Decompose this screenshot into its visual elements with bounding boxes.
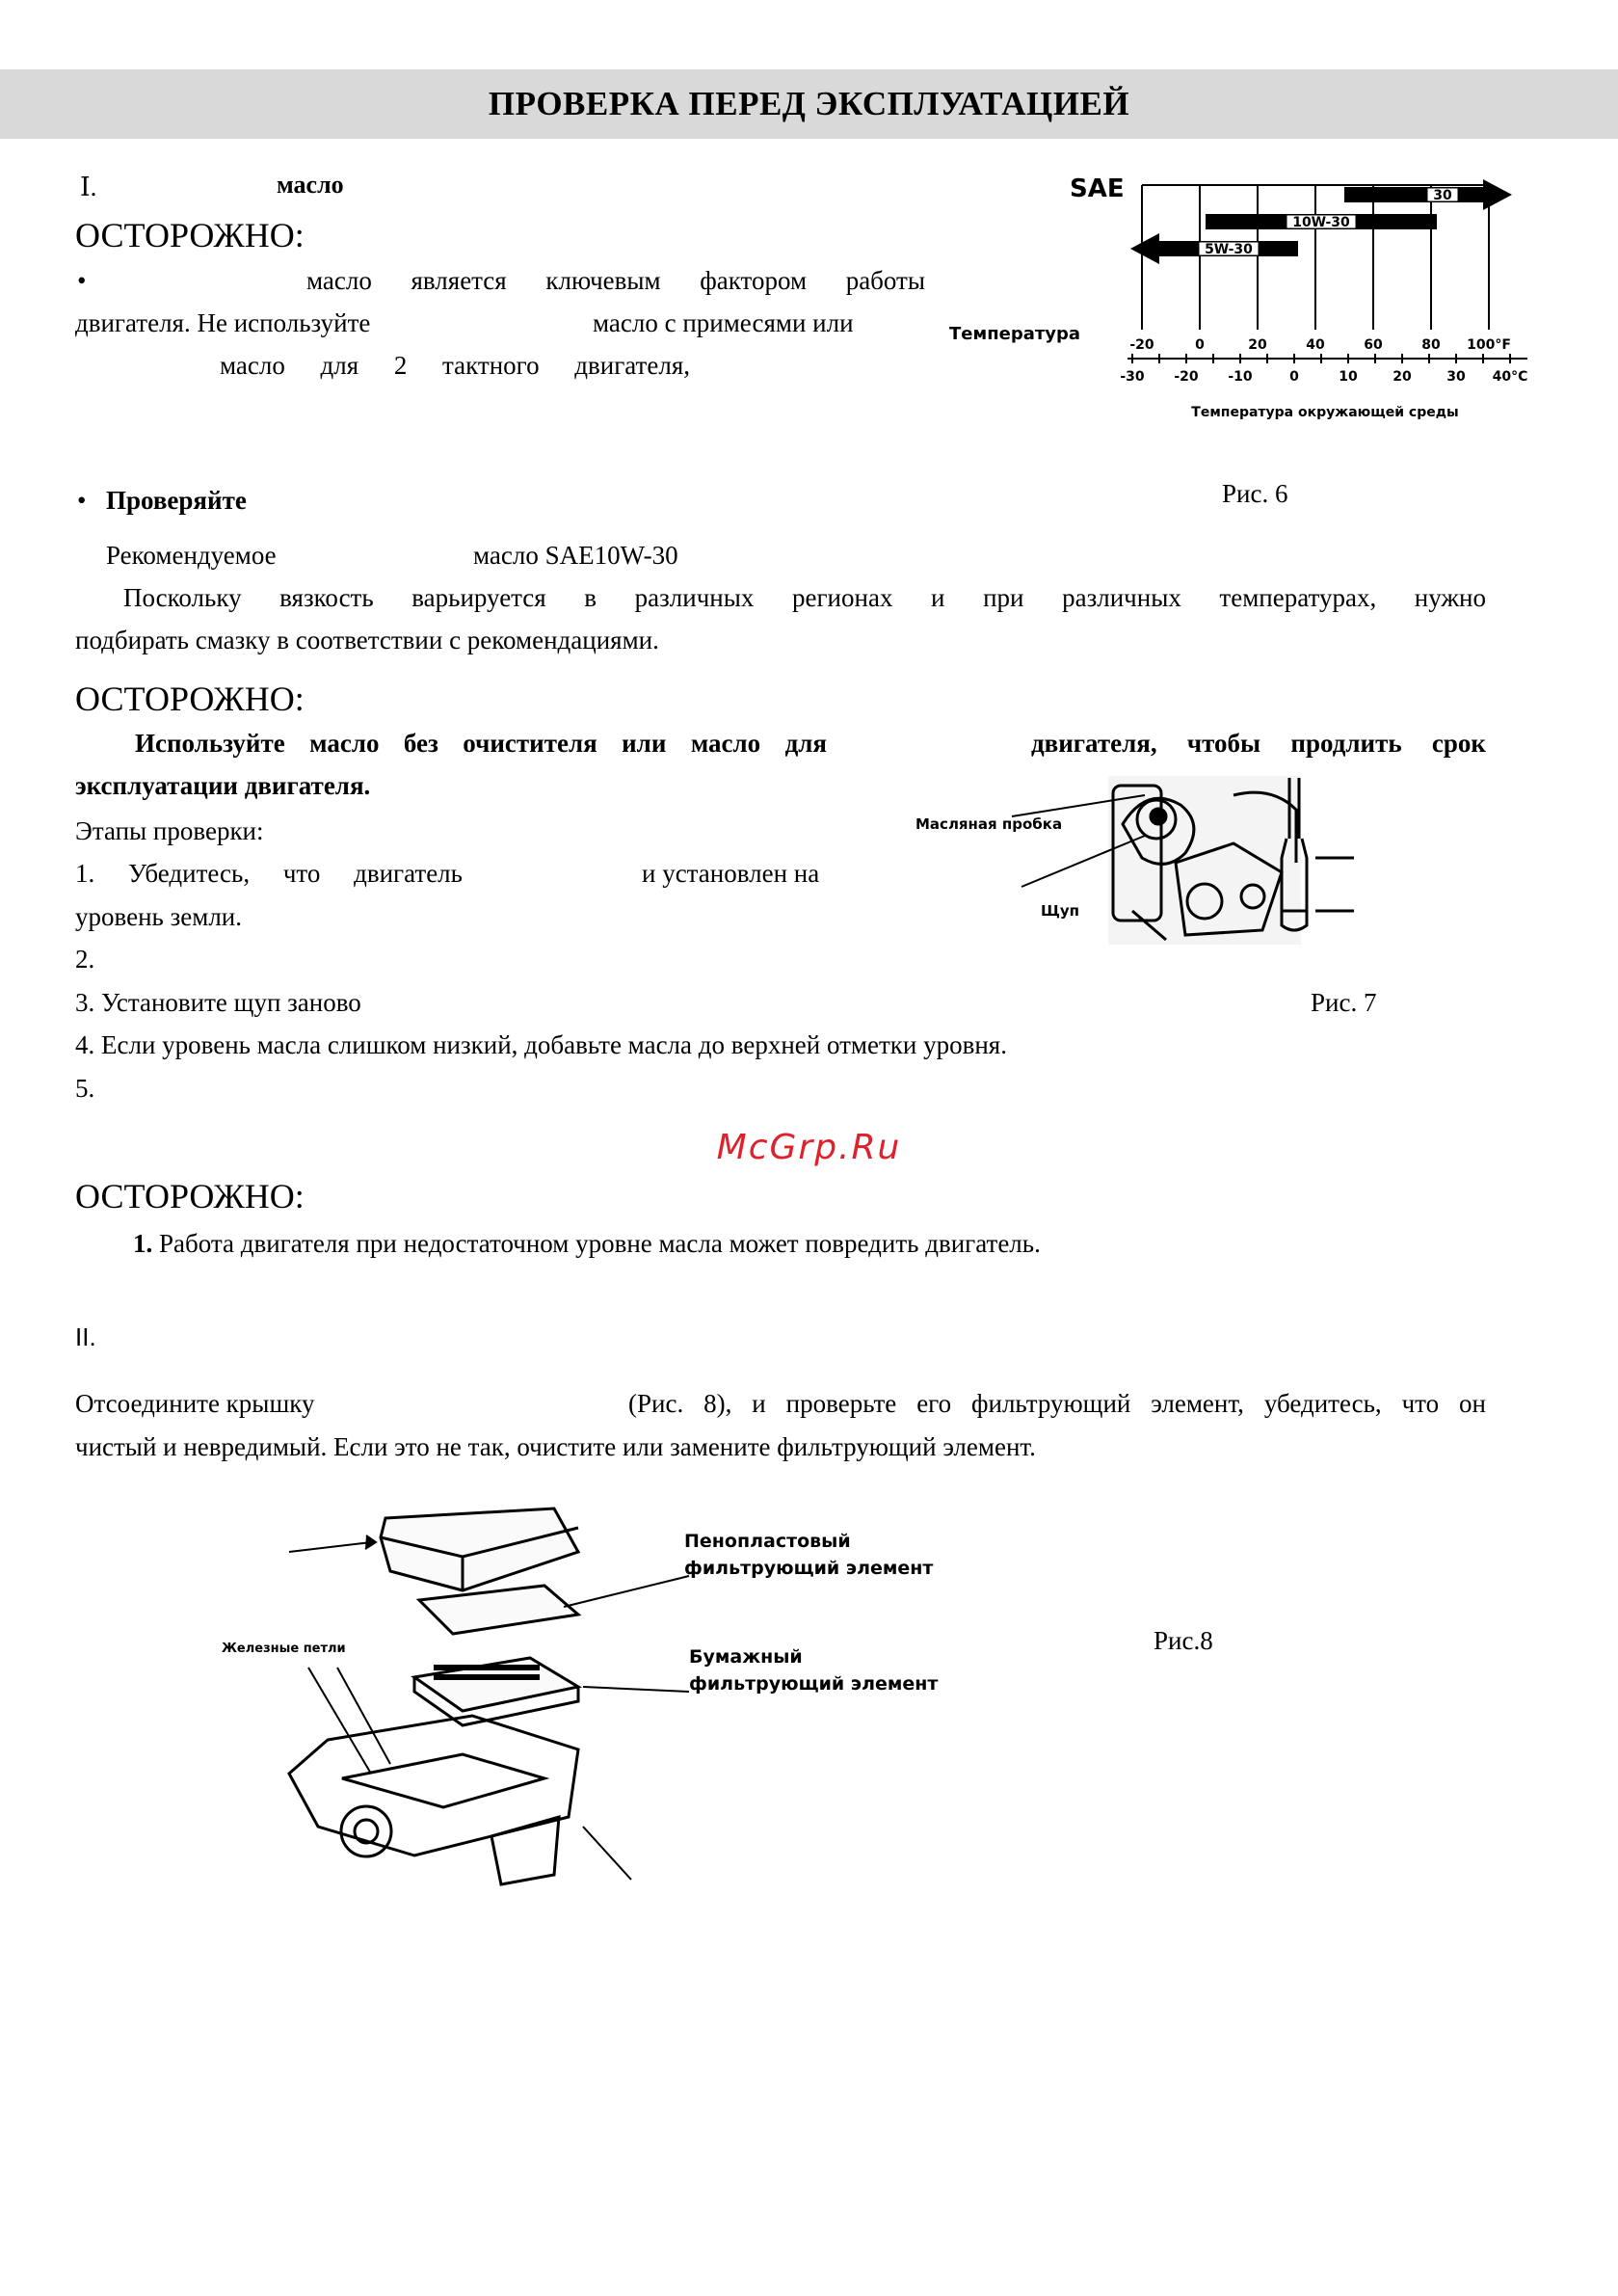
bullet-2: • <box>77 486 87 515</box>
sae-chart-svg <box>949 166 1537 431</box>
celsius-tick-label: 20 <box>1393 369 1412 385</box>
word: 2 <box>393 351 408 380</box>
viscosity-line2: подбирать смазку в соответствии с рекомендациями. <box>75 626 659 654</box>
celsius-tick-label: 10 <box>1339 369 1358 385</box>
word: что <box>282 859 321 888</box>
fig7-caption: Рис. 7 <box>1311 988 1377 1017</box>
caution1-line2a: двигателя. Не используйте <box>75 308 371 337</box>
celsius-tick-label: 30 <box>1446 369 1466 385</box>
recommended-label: Рекомендуемое <box>106 541 277 570</box>
section2-line2: чистый и невредимый. Если это не так, очистите или замените фильтрующий элемент. <box>75 1432 1036 1461</box>
fig8-svg <box>173 1499 1012 1913</box>
word: 1. <box>75 859 95 888</box>
section2-line1a: Отсоедините крышку <box>75 1389 315 1418</box>
steps-title: Этапы проверки: <box>75 816 264 845</box>
paper-label-1: Бумажный <box>689 1646 803 1668</box>
sae-bar-label: 30 <box>1433 188 1452 203</box>
fahrenheit-tick-label: 60 <box>1364 337 1383 353</box>
loops-label: Железные петли <box>222 1642 346 1656</box>
caution1-line1 <box>306 259 925 302</box>
check-label: Проверяйте <box>106 486 247 515</box>
fig7-svg <box>915 766 1378 949</box>
caution2-line1a: Используйте масло без очистителя или масло для <box>135 729 827 758</box>
sae-bar-label: 10W-30 <box>1292 215 1350 230</box>
word: для <box>320 351 359 380</box>
bullet-1: • <box>77 266 87 295</box>
fig8-air-filter-illustration <box>173 1499 1012 1913</box>
word: фактором <box>700 266 808 295</box>
dipstick-label: Щуп <box>1041 902 1080 920</box>
word: Убедитесь, <box>127 859 251 888</box>
caution-label-3: ОСТОРОЖНО: <box>75 1177 305 1215</box>
step2: 2. <box>75 945 95 974</box>
sae-bar-5W-30 <box>1130 233 1298 264</box>
watermark: McGrp.Ru <box>716 1128 902 1167</box>
word: ключевым <box>545 266 661 295</box>
caution1-line3 <box>220 344 690 387</box>
fig7-engine-illustration <box>915 766 1378 949</box>
step4: 4. Если уровень масла слишком низкий, добавьте масла до верхней отметки уровня. <box>75 1030 1007 1059</box>
word: тактного <box>442 351 540 380</box>
fahrenheit-tick-label: 100°F <box>1467 337 1511 353</box>
caution3-num: 1. <box>133 1229 153 1258</box>
page-title: ПРОВЕРКА ПЕРЕД ЭКСПЛУАТАЦИЕЙ <box>488 85 1130 122</box>
celsius-tick-label: -30 <box>1120 369 1145 385</box>
celsius-tick-label: -20 <box>1174 369 1199 385</box>
oil-plug-label: Масляная пробка <box>915 815 1063 833</box>
caution1-line2b: масло с примесями или <box>593 308 854 337</box>
fahrenheit-tick-label: 20 <box>1248 337 1267 353</box>
step1-tail: и установлен на <box>642 859 820 888</box>
caution3-text <box>133 1222 1041 1265</box>
celsius-tick-label: 0 <box>1289 369 1299 385</box>
temp-label: Температура <box>949 324 1081 344</box>
foam-label-1: Пенопластовый <box>684 1531 851 1552</box>
recommended-oil: масло SAE10W-30 <box>473 541 678 570</box>
paper-label-2: фильтрующий элемент <box>689 1673 939 1695</box>
celsius-tick-label: -10 <box>1228 369 1253 385</box>
fig6-sae-chart <box>949 166 1537 431</box>
ambient-temp-label: Температура окружающей среды <box>1191 405 1459 420</box>
fahrenheit-tick-label: 40 <box>1306 337 1325 353</box>
step3: 3. Установите щуп заново <box>75 988 361 1017</box>
caution2-line2: эксплуатации двигателя. <box>75 771 371 800</box>
sae-bar-label: 5W-30 <box>1205 242 1253 257</box>
step5: 5. <box>75 1074 95 1103</box>
sae-label: SAE <box>1070 174 1125 203</box>
caution2-line1b: двигателя, чтобы продлить срок <box>1031 729 1486 758</box>
word: двигатель <box>354 859 463 888</box>
caution3-body: Работа двигателя при недостаточном уровне масла может повредить двигатель. <box>159 1229 1041 1258</box>
foam-label-2: фильтрующий элемент <box>684 1558 934 1579</box>
celsius-tick-label: 40°C <box>1492 369 1528 385</box>
sae-bar-10W-30 <box>1206 214 1437 230</box>
fig6-caption: Рис. 6 <box>1222 479 1288 508</box>
fahrenheit-tick-label: 80 <box>1421 337 1441 353</box>
section1-numeral: Ⅰ. <box>80 173 97 201</box>
word: масло <box>306 266 372 295</box>
section2-numeral: II. <box>75 1322 96 1351</box>
word: двигателя, <box>574 351 690 380</box>
word: работы <box>845 266 925 295</box>
step1-line1 <box>75 852 463 894</box>
word: масло <box>220 351 285 380</box>
step1-line2: уровень земли. <box>75 902 242 931</box>
section1-heading: масло <box>277 171 344 199</box>
fig8-caption: Рис.8 <box>1154 1626 1213 1655</box>
fahrenheit-tick-label: -20 <box>1129 337 1154 353</box>
sae-bar-30 <box>1344 179 1512 210</box>
fahrenheit-tick-label: 0 <box>1195 337 1205 353</box>
word: является <box>411 266 507 295</box>
viscosity-line1: Поскольку вязкость варьируется в различных регионах и при различных температурах, нужно <box>123 583 1486 612</box>
section2-line1b: (Рис. 8), и проверьте его фильтрующий элемент, убедитесь, что он <box>628 1389 1486 1418</box>
caution-label-1: ОСТОРОЖНО: <box>75 216 305 254</box>
caution-label-2: ОСТОРОЖНО: <box>75 680 305 718</box>
